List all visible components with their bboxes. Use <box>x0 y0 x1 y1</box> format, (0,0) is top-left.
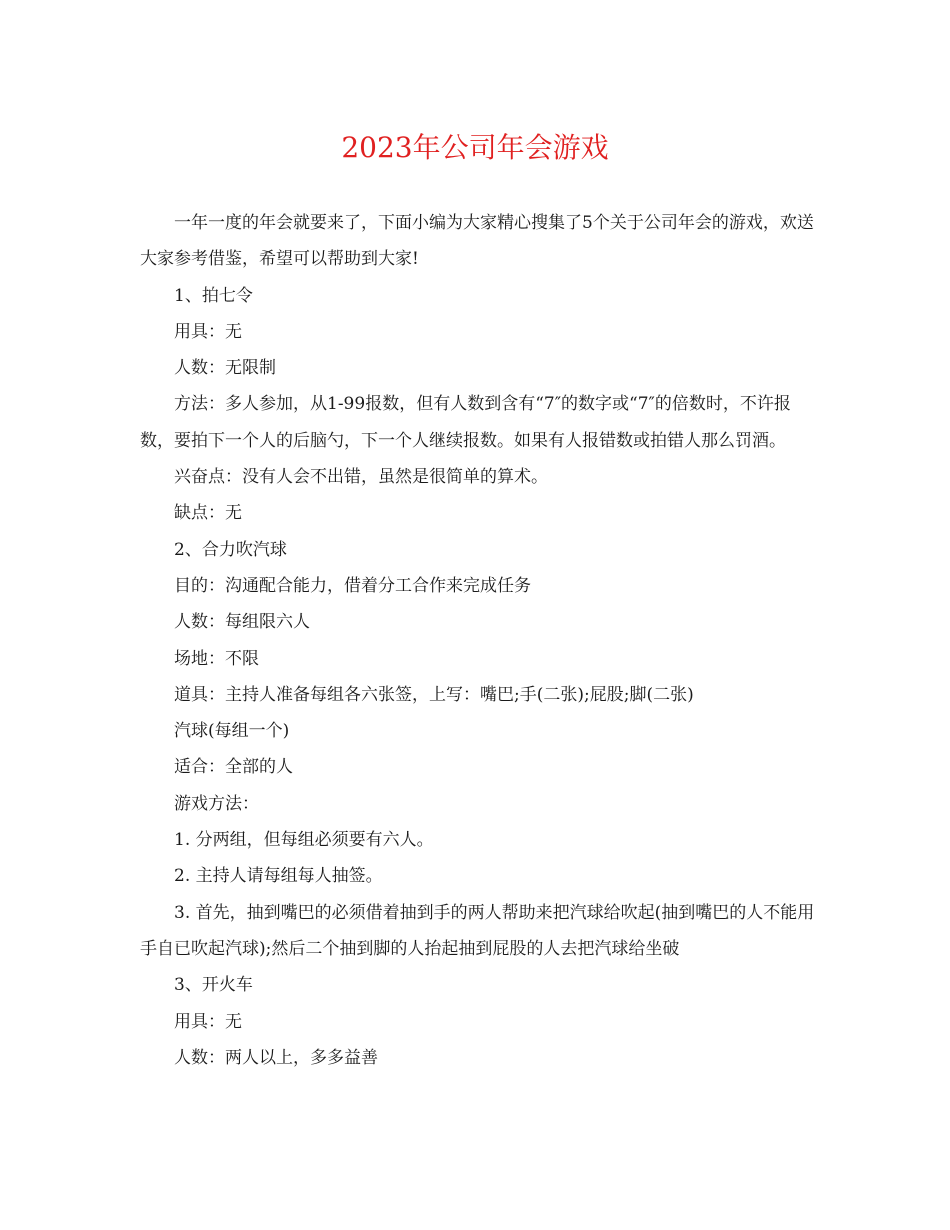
paragraph: 用具：无 <box>174 321 242 342</box>
list-item: 1. 分两组，但每组必须要有六人。 <box>174 830 434 851</box>
list-item: 3. 首先，抽到嘴巴的必须借着抽到手的两人帮助来把汽球给吹起(抽到嘴巴的人不能用手自已吹起汽球);然后二个抽到脚的人抬起抽到屁股的人去把汽球给坐破 <box>140 902 815 959</box>
paragraph: 用具：无 <box>174 1011 242 1032</box>
section-heading: 1、拍七令 <box>174 285 253 306</box>
paragraph: 方法：多人参加，从1-99报数，但有人数到含有“7″的数字或“7″的倍数时，不许报数，要拍下一个人的后脑勺，下一个人继续报数。如果有人报错数或拍错人那么罚酒。 <box>140 394 791 451</box>
paragraph: 缺点：无 <box>174 503 242 524</box>
paragraph: 游戏方法： <box>174 793 259 814</box>
paragraph: 汽球(每组一个) <box>174 721 290 742</box>
list-item: 2. 主持人请每组每人抽签。 <box>174 866 383 887</box>
paragraph: 人数：无限制 <box>174 358 276 379</box>
document-body <box>140 205 815 1076</box>
paragraph: 目的：沟通配合能力，借着分工合作来完成任务 <box>174 575 531 596</box>
paragraph: 场地：不限 <box>174 648 259 669</box>
section-heading: 2、合力吹汽球 <box>174 539 287 560</box>
paragraph: 适合：全部的人 <box>174 757 293 778</box>
paragraph: 道具：主持人准备每组各六张签，上写：嘴巴;手(二张);屁股;脚(二张) <box>174 684 694 705</box>
paragraph: 人数：两人以上，多多益善 <box>174 1047 378 1068</box>
section-heading: 3、开火车 <box>174 975 253 996</box>
paragraph: 人数：每组限六人 <box>174 612 310 633</box>
intro-paragraph: 一年一度的年会就要来了，下面小编为大家精心搜集了5个关于公司年会的游戏，欢送大家参考借鉴，希望可以帮助到大家! <box>140 213 814 270</box>
document-title: 2023年公司年会游戏 <box>341 131 609 164</box>
paragraph: 兴奋点：没有人会不出错，虽然是很简单的算术。 <box>174 467 548 488</box>
